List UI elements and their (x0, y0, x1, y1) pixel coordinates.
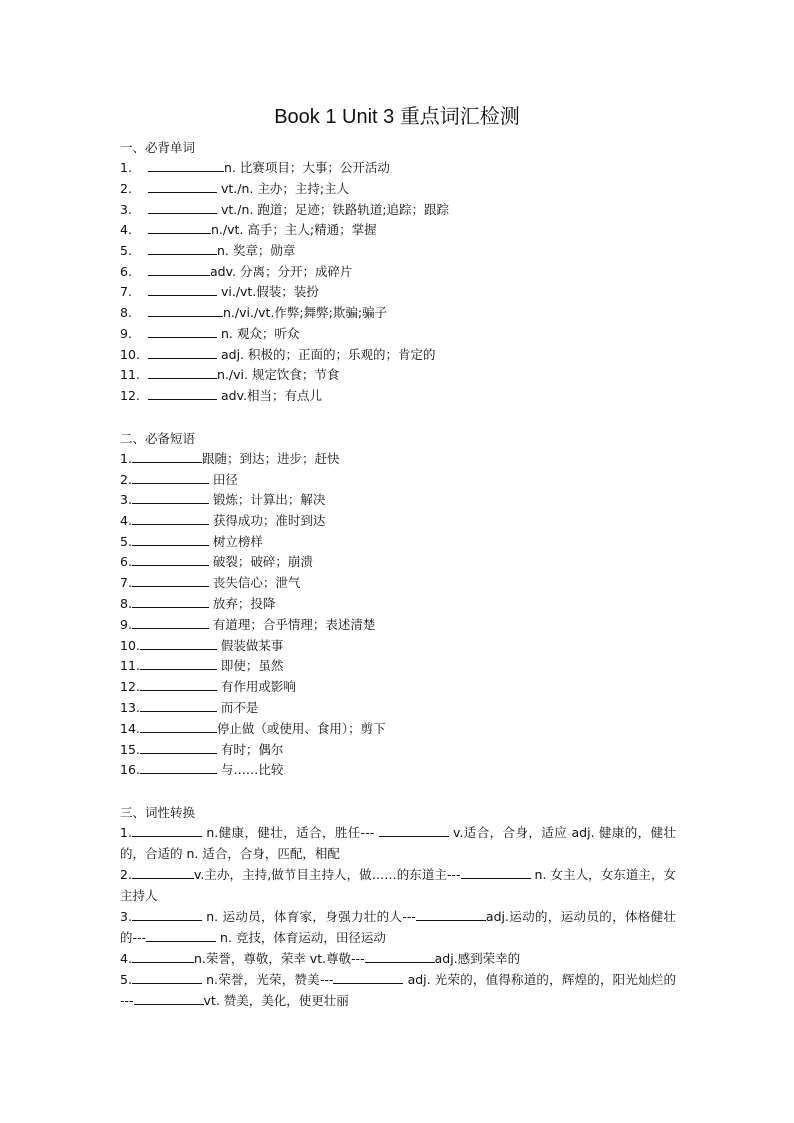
page-title: Book 1 Unit 3 重点词汇检测 (274, 106, 520, 128)
item-number: 3. (120, 202, 132, 217)
answer-blank[interactable] (132, 532, 209, 546)
answer-blank[interactable] (132, 615, 209, 629)
item-text: n. 运动员，体育家，身强力壮的人--- (201, 909, 416, 924)
word-item (120, 386, 322, 404)
phrase-item (120, 719, 386, 737)
item-definition: 停止做（或使用、食用）；剪下 (216, 721, 386, 736)
answer-blank[interactable] (132, 866, 194, 879)
item-number: 4. (120, 513, 132, 528)
item-definition: 获得成功；准时到达 (208, 513, 326, 528)
answer-blank[interactable] (148, 262, 210, 276)
word-form-item (120, 864, 676, 906)
item-text: n.荣誉，光荣，赞美--- (201, 972, 334, 987)
phrase-item (120, 677, 296, 695)
item-number: 8. (120, 305, 132, 320)
item-definition: vt./n. 跑道；足迹；铁路轨道;追踪；跟踪 (217, 202, 450, 217)
answer-blank[interactable] (140, 636, 217, 650)
word-item (120, 241, 295, 259)
answer-blank[interactable] (132, 449, 202, 463)
item-number: 8. (120, 596, 132, 611)
item-number: 11. (120, 658, 140, 673)
item-text: n. 女主人，女东道主，女主持人 (120, 867, 677, 903)
item-number: 3. (120, 909, 132, 924)
phrase-item (120, 698, 258, 716)
item-number: 3. (120, 492, 132, 507)
item-definition: 树立榜样 (208, 534, 263, 549)
answer-blank[interactable] (140, 677, 217, 691)
answer-blank[interactable] (333, 971, 403, 984)
word-item (120, 345, 436, 363)
item-definition: 锻炼；计算出；解决 (208, 492, 326, 507)
item-text: adj. 光荣的，值得称道的，辉煌的，阳光灿烂的 --- (120, 972, 676, 1008)
word-item (120, 179, 349, 197)
item-number: 1. (120, 825, 132, 840)
item-definition: n./vt. 高手；主人;精通；掌握 (211, 222, 377, 237)
item-text: adj.感到荣幸的 (434, 951, 521, 966)
item-text: n.健康，健壮，适合，胜任--- (201, 825, 379, 840)
item-number: 2. (120, 472, 132, 487)
item-definition: 破裂；破碎；崩溃 (208, 554, 313, 569)
item-number: 10. (120, 638, 140, 653)
answer-blank[interactable] (148, 179, 217, 193)
item-definition: 有作用或影响 (216, 679, 296, 694)
answer-blank[interactable] (148, 303, 223, 317)
item-number: 12. (120, 679, 140, 694)
item-definition: 与……比较 (216, 762, 284, 777)
item-definition: 有时；偶尔 (216, 742, 284, 757)
item-definition: 放弃；投降 (208, 596, 276, 611)
section-heading-word-forms: 三、词性转换 (120, 805, 196, 820)
answer-blank[interactable] (148, 220, 211, 234)
item-number: 15. (120, 742, 140, 757)
phrase-item (120, 656, 283, 674)
answer-blank[interactable] (379, 824, 449, 837)
phrase-item (120, 511, 325, 529)
word-form-item (120, 969, 676, 1011)
phrase-item (120, 615, 375, 633)
answer-blank[interactable] (148, 158, 224, 172)
item-definition: 即使；虽然 (216, 658, 284, 673)
item-definition: n. 奖章；勋章 (217, 243, 296, 258)
word-item (120, 324, 299, 342)
phrase-item (120, 490, 325, 508)
answer-blank[interactable] (461, 866, 531, 879)
item-number: 14. (120, 721, 140, 736)
item-number: 7. (120, 284, 132, 299)
item-number: 2. (120, 867, 132, 882)
answer-blank[interactable] (148, 282, 217, 296)
answer-blank[interactable] (132, 552, 209, 566)
item-definition: n./vi. 规定饮食；节食 (217, 367, 340, 382)
item-text: adj.运动的，运动员的，体格健壮的--- (120, 909, 677, 945)
section-heading-words: 一、必背单词 (120, 140, 196, 155)
answer-blank[interactable] (132, 573, 209, 587)
item-number: 1. (120, 451, 132, 466)
answer-blank[interactable] (148, 345, 217, 359)
phrase-item (120, 552, 313, 570)
item-definition: vt./n. 主办；主持;主人 (217, 181, 350, 196)
answer-blank[interactable] (148, 386, 217, 400)
item-definition: 丧失信心；泄气 (208, 575, 301, 590)
item-number: 11. (120, 367, 140, 382)
item-number: 13. (120, 700, 140, 715)
answer-blank[interactable] (148, 365, 217, 379)
item-text: n.荣誉，尊敬，荣幸 vt.尊敬--- (193, 951, 365, 966)
answer-blank[interactable] (132, 511, 209, 525)
item-definition: 假装做某事 (216, 638, 284, 653)
item-definition: adv. 分离；分开；成碎片 (210, 264, 353, 279)
section-heading-phrases: 二、必备短语 (120, 431, 196, 446)
item-number: 1. (120, 160, 132, 175)
answer-blank[interactable] (132, 824, 202, 837)
item-definition: adj. 积极的；正面的；乐观的；肯定的 (217, 347, 436, 362)
item-number: 2. (120, 181, 132, 196)
item-number: 6. (120, 264, 132, 279)
item-number: 9. (120, 617, 132, 632)
word-item (120, 365, 339, 383)
word-item (120, 282, 319, 300)
item-definition: n./vi./vt.作弊;舞弊;欺骗;骗子 (223, 305, 388, 320)
answer-blank[interactable] (132, 490, 209, 504)
word-form-item (120, 948, 676, 969)
item-number: 4. (120, 951, 132, 966)
word-item (120, 158, 390, 176)
phrase-item (120, 573, 300, 591)
answer-blank[interactable] (140, 719, 217, 733)
answer-blank[interactable] (140, 740, 217, 754)
item-number: 5. (120, 972, 132, 987)
item-definition: vi./vt.假装；装扮 (217, 284, 319, 299)
word-item (120, 200, 449, 218)
word-item (120, 220, 377, 238)
item-definition: 有道理；合乎情理；表述清楚 (208, 617, 376, 632)
answer-blank[interactable] (132, 971, 202, 984)
item-definition: 田径 (208, 472, 238, 487)
answer-blank[interactable] (132, 470, 209, 484)
answer-blank[interactable] (140, 760, 217, 774)
word-form-item (120, 822, 676, 864)
answer-blank[interactable] (132, 908, 202, 921)
answer-blank[interactable] (134, 992, 204, 1005)
item-definition: adv.相当；有点儿 (217, 388, 322, 403)
phrase-item (120, 532, 263, 550)
item-text: n. 竞技，体育运动，田径运动 (216, 930, 386, 945)
answer-blank[interactable] (146, 929, 216, 942)
answer-blank[interactable] (148, 200, 217, 214)
item-number: 12. (120, 388, 140, 403)
item-definition: 而不是 (216, 700, 259, 715)
item-definition: 跟随；到达；进步；赶快 (201, 451, 340, 466)
word-item (120, 303, 387, 321)
answer-blank[interactable] (132, 950, 194, 963)
item-text: v.主办，主持,做节目主持人，做……的东道主--- (193, 867, 461, 882)
item-number: 16. (120, 762, 140, 777)
answer-blank[interactable] (140, 698, 217, 712)
phrase-item (120, 449, 339, 467)
item-number: 9. (120, 326, 132, 341)
phrase-item (120, 760, 283, 778)
phrase-item (120, 594, 275, 612)
item-definition: n. 观众；听众 (217, 326, 300, 341)
answer-blank[interactable] (132, 594, 209, 608)
item-number: 7. (120, 575, 132, 590)
answer-blank[interactable] (140, 656, 217, 670)
answer-blank[interactable] (416, 908, 486, 921)
phrase-item (120, 636, 283, 654)
item-number: 10. (120, 347, 140, 362)
item-text: vt. 赞美，美化，使更壮丽 (203, 993, 349, 1008)
item-definition: n. 比赛项目；大事；公开活动 (224, 160, 390, 175)
answer-blank[interactable] (365, 950, 435, 963)
item-text: v.适合，合身，适应 adj. 健康的，健壮的，合适的 n. 适合，合身，匹配，相配 (120, 825, 676, 861)
item-number: 5. (120, 534, 132, 549)
item-number: 4. (120, 222, 132, 237)
word-form-item (120, 906, 676, 948)
item-number: 5. (120, 243, 132, 258)
answer-blank[interactable] (148, 241, 217, 255)
word-item (120, 262, 352, 280)
answer-blank[interactable] (148, 324, 217, 338)
item-number: 6. (120, 554, 132, 569)
phrase-item (120, 470, 238, 488)
phrase-item (120, 740, 283, 758)
